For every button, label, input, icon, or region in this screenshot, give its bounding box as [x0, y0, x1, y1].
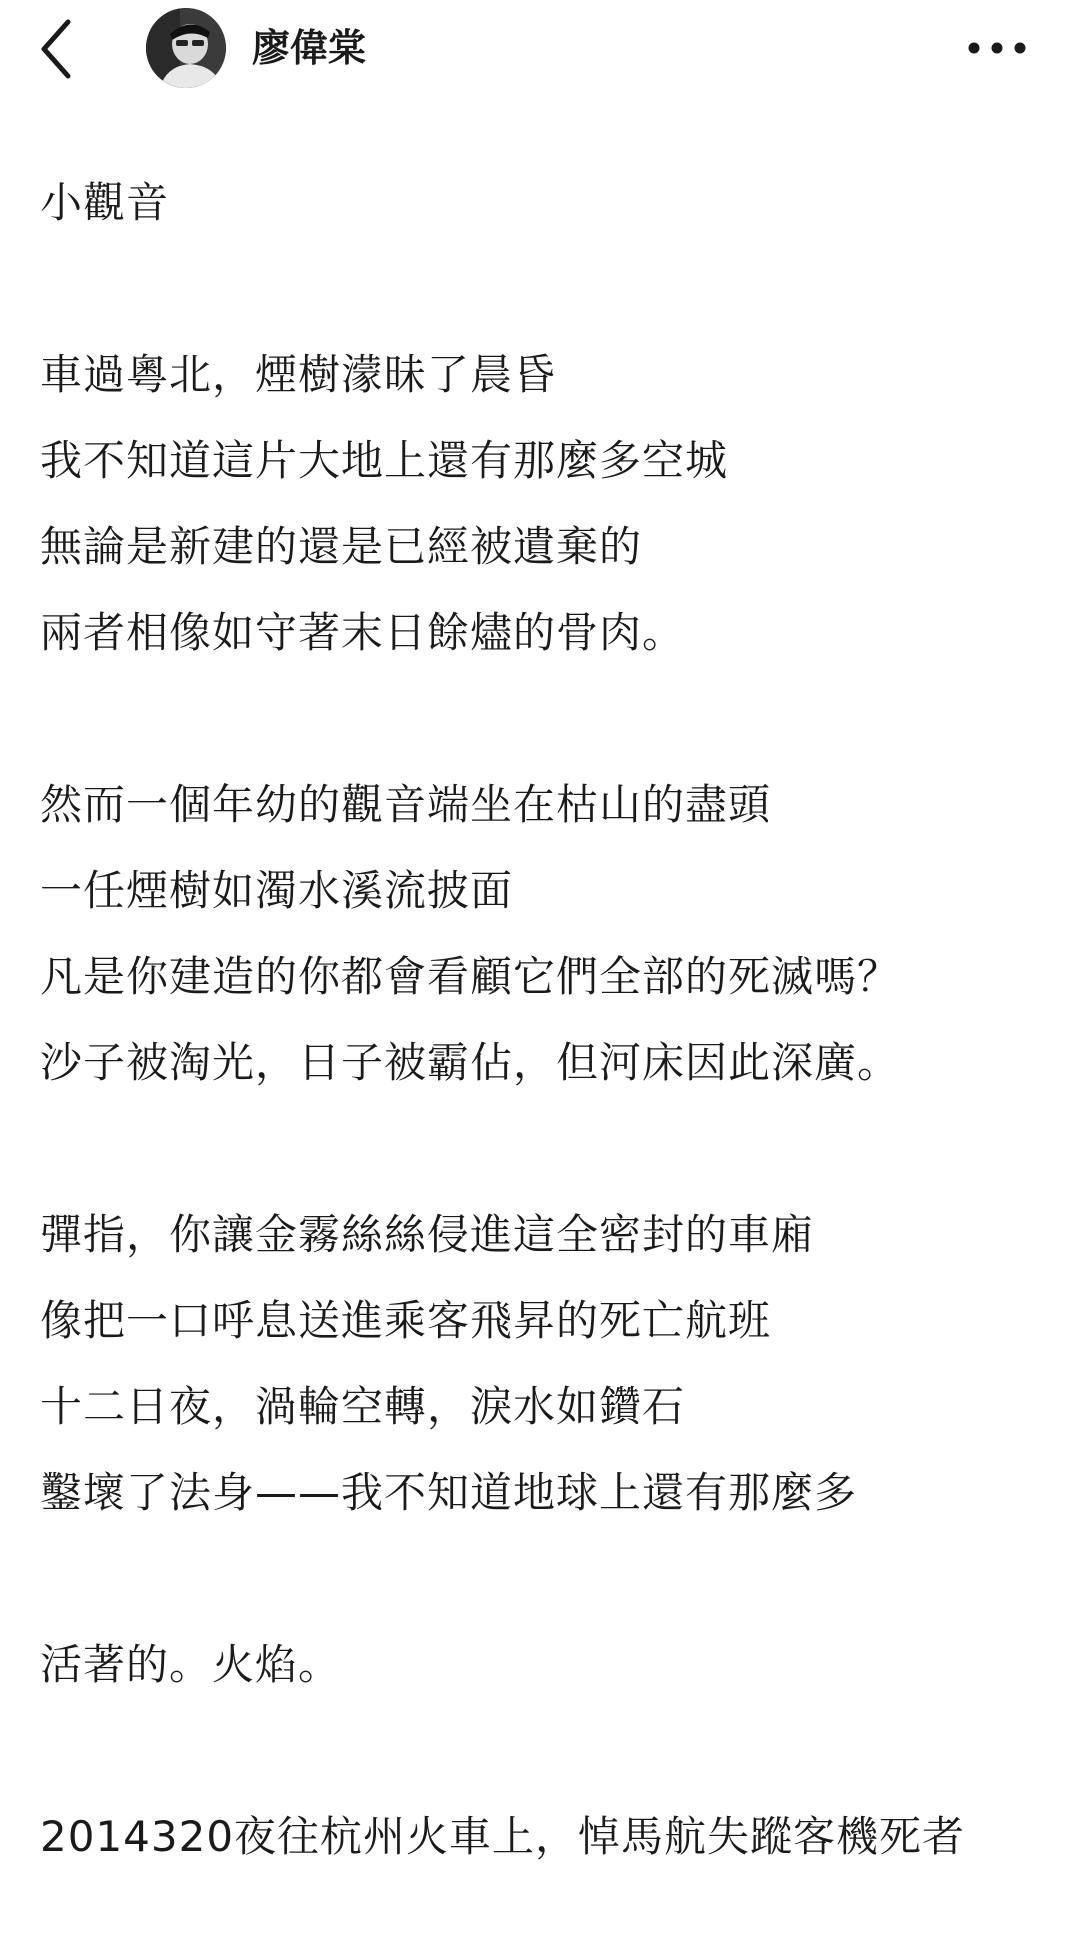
back-button[interactable]	[32, 14, 82, 84]
author-name[interactable]: 廖偉棠	[252, 26, 367, 70]
poem-line: 十二日夜，渦輪空轉，淚水如鑽石	[40, 1382, 686, 1431]
poem-line: 無論是新建的還是已經被遺棄的	[40, 522, 643, 571]
poem-line: 兩者相像如守著末日餘燼的骨肉。	[40, 608, 686, 657]
more-options-button[interactable]	[962, 30, 1032, 66]
poem-line: 凡是你建造的你都會看顧它們全部的死滅嗎？	[40, 952, 901, 1001]
post-content	[40, 160, 1040, 1880]
more-horizontal-icon	[962, 30, 1032, 66]
stanza-3	[40, 1192, 1040, 1536]
avatar[interactable]	[146, 8, 226, 88]
poem-line: 活著的。火焰。	[40, 1640, 342, 1689]
poem-line: 車過粵北，煙樹濛昧了晨昏	[40, 350, 557, 399]
chevron-left-icon	[32, 14, 82, 84]
poem-line: 沙子被淘光，日子被霸佔，但河床因此深廣。	[40, 1038, 901, 1087]
poem-line: 鑿壞了法身——我不知道地球上還有那麼多	[40, 1468, 858, 1517]
stanza-4	[40, 1622, 1040, 1708]
post-title: 小觀音	[40, 178, 170, 227]
poem-line: 然而一個年幼的觀音端坐在枯山的盡頭	[40, 780, 772, 829]
poem-line: 一任煙樹如濁水溪流披面	[40, 866, 514, 915]
stanza-2	[40, 762, 1040, 1106]
poem-line: 像把一口呼息送進乘客飛昇的死亡航班	[40, 1296, 772, 1345]
poem-line: 我不知道這片大地上還有那麼多空城	[40, 436, 729, 485]
post-footnote: 2014320夜往杭州火車上，悼馬航失蹤客機死者	[40, 1812, 966, 1861]
post-header	[0, 0, 1069, 105]
stanza-1	[40, 332, 1040, 676]
poem-line: 彈指，你讓金霧絲絲侵進這全密封的車廂	[40, 1210, 815, 1259]
